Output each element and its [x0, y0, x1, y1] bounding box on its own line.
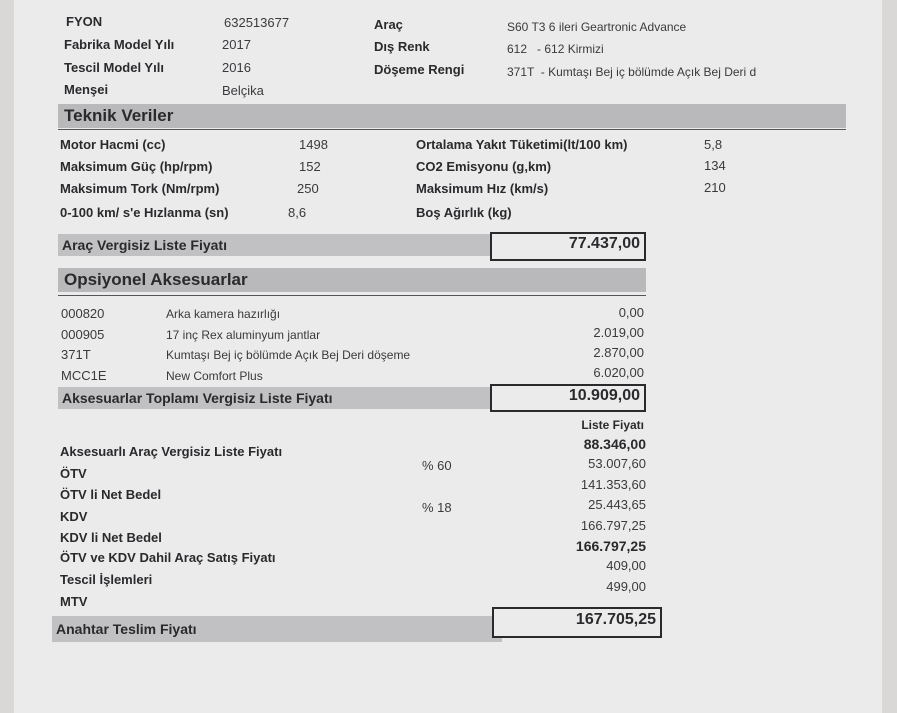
summary-value: 141.353,60: [580, 477, 646, 492]
item-name: Arka kamera hazırlığı: [166, 307, 281, 321]
liste-label: Araç Vergisiz Liste Fiyatı: [62, 237, 227, 253]
liste-band: [58, 234, 502, 256]
item-price: 6.020,00: [593, 365, 644, 380]
item-price: 2.019,00: [593, 325, 644, 340]
summary-label: Aksesuarlı Araç Vergisiz Liste Fiyatı: [60, 444, 283, 459]
final-total-box: [492, 607, 662, 638]
tech-label: Boş Ağırlık (kg): [416, 205, 512, 220]
item-name: New Comfort Plus: [166, 369, 263, 383]
liste-value: 77.437,00: [568, 235, 640, 252]
summary-value: 166.797,25: [575, 538, 646, 554]
mensei-label: Menşei: [64, 82, 109, 97]
final-label: Anahtar Teslim Fiyatı: [56, 621, 197, 637]
summary-label: KDV li Net Bedel: [60, 530, 162, 545]
final-band: [52, 616, 502, 642]
item-code: MCC1E: [61, 368, 107, 383]
doseme-label: Döşeme Rengi: [374, 62, 465, 77]
tescil-label: Tescil Model Yılı: [64, 60, 164, 75]
item-code: 000820: [61, 306, 105, 321]
summary-rate: % 60: [422, 458, 452, 473]
dis-renk-label: Dış Renk: [374, 39, 430, 54]
summary-label: KDV: [60, 509, 88, 524]
summary-label: ÖTV: [60, 466, 87, 481]
item-price: 0,00: [618, 305, 644, 320]
tescil-value: 2016: [222, 60, 251, 75]
fyon-label: FYON: [66, 14, 103, 29]
mensei-value: Belçika: [222, 83, 264, 98]
summary-value: 53.007,60: [588, 456, 646, 471]
summary-label: ÖTV ve KDV Dahil Araç Satış Fiyatı: [60, 550, 276, 565]
aksesuar-total-band: [58, 387, 502, 409]
summary-value: 88.346,00: [583, 436, 646, 452]
item-code: 371T: [61, 347, 91, 362]
liste-total-box: [490, 232, 646, 261]
tech-label: Maksimum Hız (km/s): [416, 181, 549, 196]
tech-value: 134: [704, 158, 726, 173]
teknik-header: [58, 104, 846, 128]
divider: [58, 295, 646, 296]
aksesuar-total-box: [490, 384, 646, 412]
tech-value: 250: [297, 181, 319, 196]
aksesuar-header: [58, 268, 646, 292]
summary-label: MTV: [60, 594, 88, 609]
price-sheet: [14, 0, 882, 713]
summary-label: ÖTV li Net Bedel: [60, 487, 162, 502]
summary-value: 166.797,25: [580, 518, 646, 533]
summary-rate: % 18: [422, 500, 452, 515]
summary-value: 499,00: [606, 579, 646, 594]
aksesuar-total-label: Aksesuarlar Toplamı Vergisiz Liste Fiyatı: [62, 390, 333, 406]
teknik-title: Teknik Veriler: [64, 106, 174, 125]
aksesuar-title: Opsiyonel Aksesuarlar: [64, 270, 248, 289]
tech-value: 210: [704, 180, 726, 195]
tech-label: Motor Hacmi (cc): [60, 137, 166, 152]
tech-label: Maksimum Güç (hp/rpm): [60, 159, 213, 174]
summary-label: Tescil İşlemleri: [60, 572, 153, 587]
item-name: Kumtaşı Bej iç bölümde Açık Bej Deri döşeme: [166, 348, 411, 362]
arac-label: Araç: [374, 17, 403, 32]
item-code: 000905: [61, 327, 105, 342]
fabrika-value: 2017: [222, 37, 251, 52]
dis-renk-value: 612 - 612 Kirmizi: [507, 42, 604, 56]
fyon-value: 632513677: [224, 15, 290, 30]
doseme-value: 371T - Kumtaşı Bej iç bölümde Açık Bej Deri d: [507, 65, 757, 79]
summary-value: 409,00: [606, 558, 646, 573]
item-price: 2.870,00: [593, 345, 644, 360]
item-name: 17 inç Rex aluminyum jantlar: [166, 328, 321, 342]
fabrika-label: Fabrika Model Yılı: [64, 37, 175, 52]
tech-label: Ortalama Yakıt Tüketimi(lt/100 km): [416, 137, 628, 152]
tech-value: 8,6: [288, 205, 307, 220]
tech-value: 1498: [299, 137, 328, 152]
final-value: 167.705,25: [575, 611, 656, 628]
divider: [58, 129, 846, 130]
tech-label: CO2 Emisyonu (g,km): [416, 159, 552, 174]
arac-value: S60 T3 6 ileri Geartronic Advance: [507, 20, 687, 34]
liste-fiyati-header: Liste Fiyatı: [581, 418, 644, 432]
tech-label: Maksimum Tork (Nm/rpm): [60, 181, 220, 196]
tech-value: 152: [299, 159, 321, 174]
summary-value: 25.443,65: [588, 497, 646, 512]
aksesuar-total-value: 10.909,00: [568, 387, 640, 404]
tech-value: 5,8: [704, 137, 723, 152]
tech-label: 0-100 km/ s'e Hızlanma (sn): [60, 205, 229, 220]
